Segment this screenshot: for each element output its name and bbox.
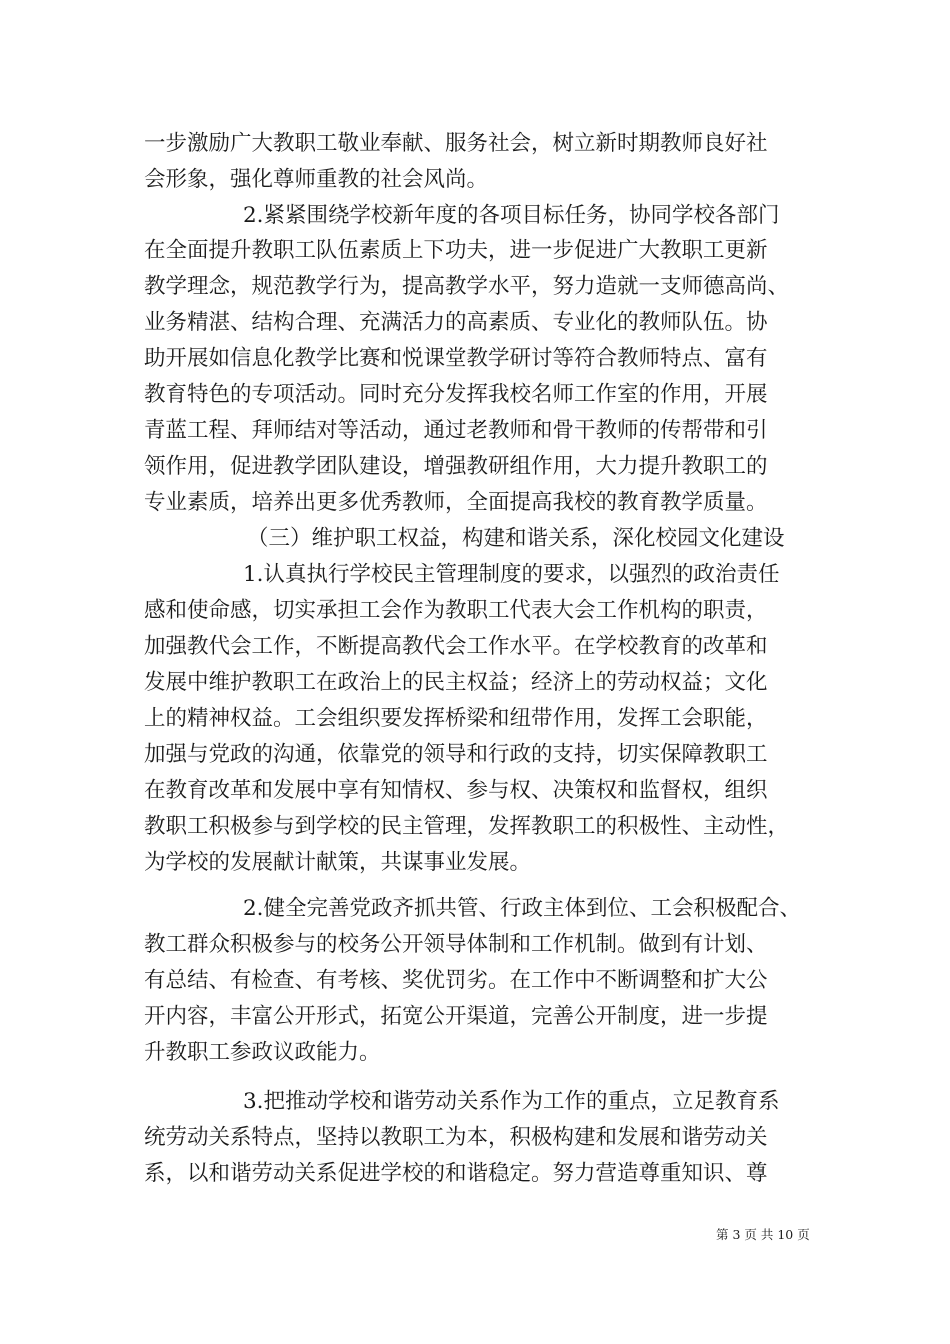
paragraph-line: 教学理念，规范教学行为，提高教学水平，努力造就一支师德高尚、 <box>144 274 790 299</box>
paragraph-line: 会形象，强化尊师重教的社会风尚。 <box>144 167 489 192</box>
paragraph-line: 青蓝工程、拜师结对等活动，通过老教师和骨干教师的传帮带和引 <box>144 418 768 443</box>
paragraph-line: 教职工积极参与到学校的民主管理，发挥教职工的积极性、主动性， <box>144 814 790 839</box>
paragraph-line: 升教职工参政议政能力。 <box>144 1040 381 1065</box>
paragraph-line: 3.把推动学校和谐劳动关系作为工作的重点，立足教育系 <box>243 1089 780 1114</box>
paragraph-line: 教育特色的专项活动。同时充分发挥我校名师工作室的作用，开展 <box>144 382 768 407</box>
paragraph-line: 系，以和谐劳动关系促进学校的和谐稳定。努力营造尊重知识、尊 <box>144 1161 768 1186</box>
paragraph-line: 专业素质，培养出更多优秀教师，全面提高我校的教育教学质量。 <box>144 490 768 515</box>
paragraph-line: 统劳动关系特点，坚持以教职工为本，积极构建和发展和谐劳动关 <box>144 1125 768 1150</box>
page-footer: 第 3 页 共 10 页 <box>716 1227 810 1242</box>
paragraph-line: 一步激励广大教职工敬业奉献、服务社会，树立新时期教师良好社 <box>144 131 768 156</box>
paragraph-line: 加强与党政的沟通，依靠党的领导和行政的支持，切实保障教职工 <box>144 742 768 767</box>
paragraph-line: 2.紧紧围绕学校新年度的各项目标任务，协同学校各部门 <box>243 203 780 228</box>
paragraph-line: 1.认真执行学校民主管理制度的要求，以强烈的政治责任 <box>243 562 780 587</box>
paragraph-line: 上的精神权益。工会组织要发挥桥梁和纽带作用，发挥工会职能， <box>144 706 768 731</box>
paragraph-line: 在全面提升教职工队伍素质上下功夫，进一步促进广大教职工更新 <box>144 238 768 263</box>
paragraph-line: 发展中维护教职工在政治上的民主权益；经济上的劳动权益；文化 <box>144 670 768 695</box>
paragraph-line: 为学校的发展献计献策，共谋事业发展。 <box>144 850 532 875</box>
paragraph-line: 2.健全完善党政齐抓共管、行政主体到位、工会积极配合、 <box>243 896 802 921</box>
paragraph-line: 在教育改革和发展中享有知情权、参与权、决策权和监督权，组织 <box>144 778 768 803</box>
paragraph-line: 感和使命感，切实承担工会作为教职工代表大会工作机构的职责， <box>144 598 768 623</box>
paragraph-line: 助开展如信息化教学比赛和悦课堂教学研讨等符合教师特点、富有 <box>144 346 768 371</box>
paragraph-line: 有总结、有检查、有考核、奖优罚劣。在工作中不断调整和扩大公 <box>144 968 768 993</box>
paragraph-line: 加强教代会工作，不断提高教代会工作水平。在学校教育的改革和 <box>144 634 768 659</box>
paragraph-line: 领作用，促进教学团队建设，增强教研组作用，大力提升教职工的 <box>144 454 768 479</box>
section-heading: （三）维护职工权益，构建和谐关系，深化校园文化建设 <box>247 526 785 551</box>
paragraph-line: 教工群众积极参与的校务公开领导体制和工作机制。做到有计划、 <box>144 932 768 957</box>
paragraph-line: 业务精湛、结构合理、充满活力的高素质、专业化的教师队伍。协 <box>144 310 768 335</box>
paragraph-line: 开内容，丰富公开形式，拓宽公开渠道，完善公开制度，进一步提 <box>144 1004 768 1029</box>
